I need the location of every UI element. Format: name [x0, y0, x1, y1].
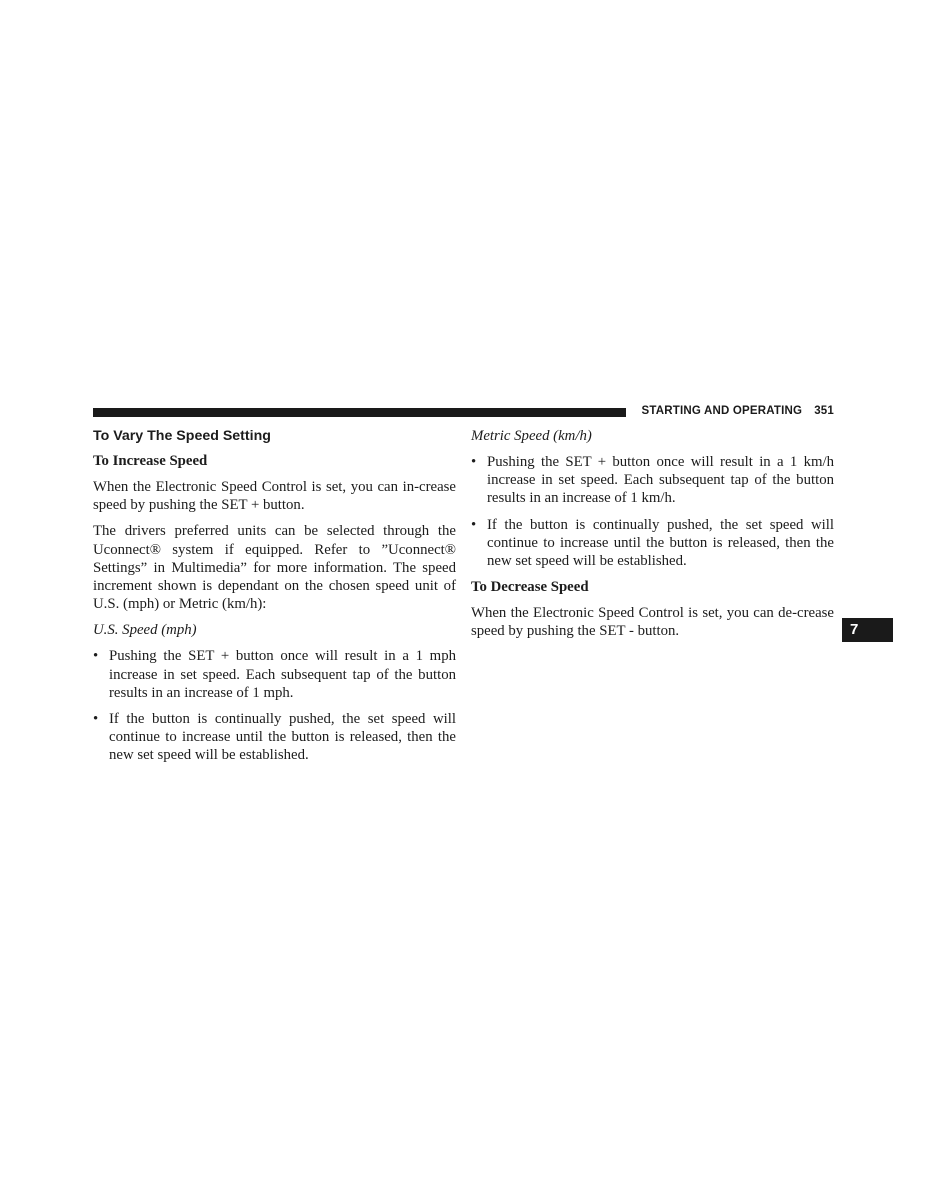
- page-number: 351: [814, 405, 834, 417]
- list-item: [93, 647, 456, 702]
- chapter-tab: [842, 618, 893, 642]
- left-column: [93, 426, 456, 773]
- section-heading: To Vary The Speed Setting: [93, 428, 271, 444]
- bullet-icon: •: [93, 648, 99, 665]
- chapter-number: 7: [850, 621, 859, 638]
- metric-speed-heading: Metric Speed (km/h): [471, 428, 592, 444]
- list-item-text: If the button is continually pushed, the set speed will continue to increase until the button is released, then the new set speed will be established.: [487, 516, 834, 570]
- metric-speed-list: [471, 453, 834, 570]
- bullet-icon: •: [471, 454, 477, 470]
- list-item-text: Pushing the SET + button once will result in a 1 km/h increase in set speed. Each subsequent tap of the button results in an increase of 1 km/h.: [487, 454, 834, 507]
- list-item: [471, 516, 834, 571]
- increase-speed-heading: To Increase Speed: [93, 453, 208, 469]
- header-rule: [93, 408, 626, 417]
- list-item-text: If the button is continually pushed, the set speed will continue to increase until the button is released, then the new set speed will be established.: [109, 711, 456, 764]
- list-item: [93, 710, 456, 765]
- units-paragraph: The drivers preferred units can be selected through the Uconnect® system if equipped. Refer to ”Uconnect® Settings” in Multimedia” for more information. The speed increment shown is dependant on the chosen speed unit of U.S. (mph) or Metric (km/h):: [93, 523, 456, 613]
- right-column: [471, 426, 834, 649]
- running-header: [641, 405, 834, 417]
- decrease-speed-heading: To Decrease Speed: [471, 579, 589, 596]
- bullet-icon: •: [471, 516, 477, 533]
- list-item-text: Pushing the SET + button once will result in a 1 mph increase in set speed. Each subsequent tap of the button results in an increase of 1 mph.: [109, 648, 456, 701]
- increase-speed-paragraph: When the Electronic Speed Control is set, you can in-crease speed by pushing the SET + button.: [93, 479, 456, 514]
- list-item: [471, 453, 834, 508]
- us-speed-heading: U.S. Speed (mph): [93, 622, 197, 639]
- decrease-speed-paragraph: When the Electronic Speed Control is set, you can de-crease speed by pushing the SET - button.: [471, 605, 834, 640]
- section-title: STARTING AND OPERATING: [641, 405, 803, 417]
- bullet-icon: •: [93, 711, 99, 728]
- us-speed-list: [93, 647, 456, 764]
